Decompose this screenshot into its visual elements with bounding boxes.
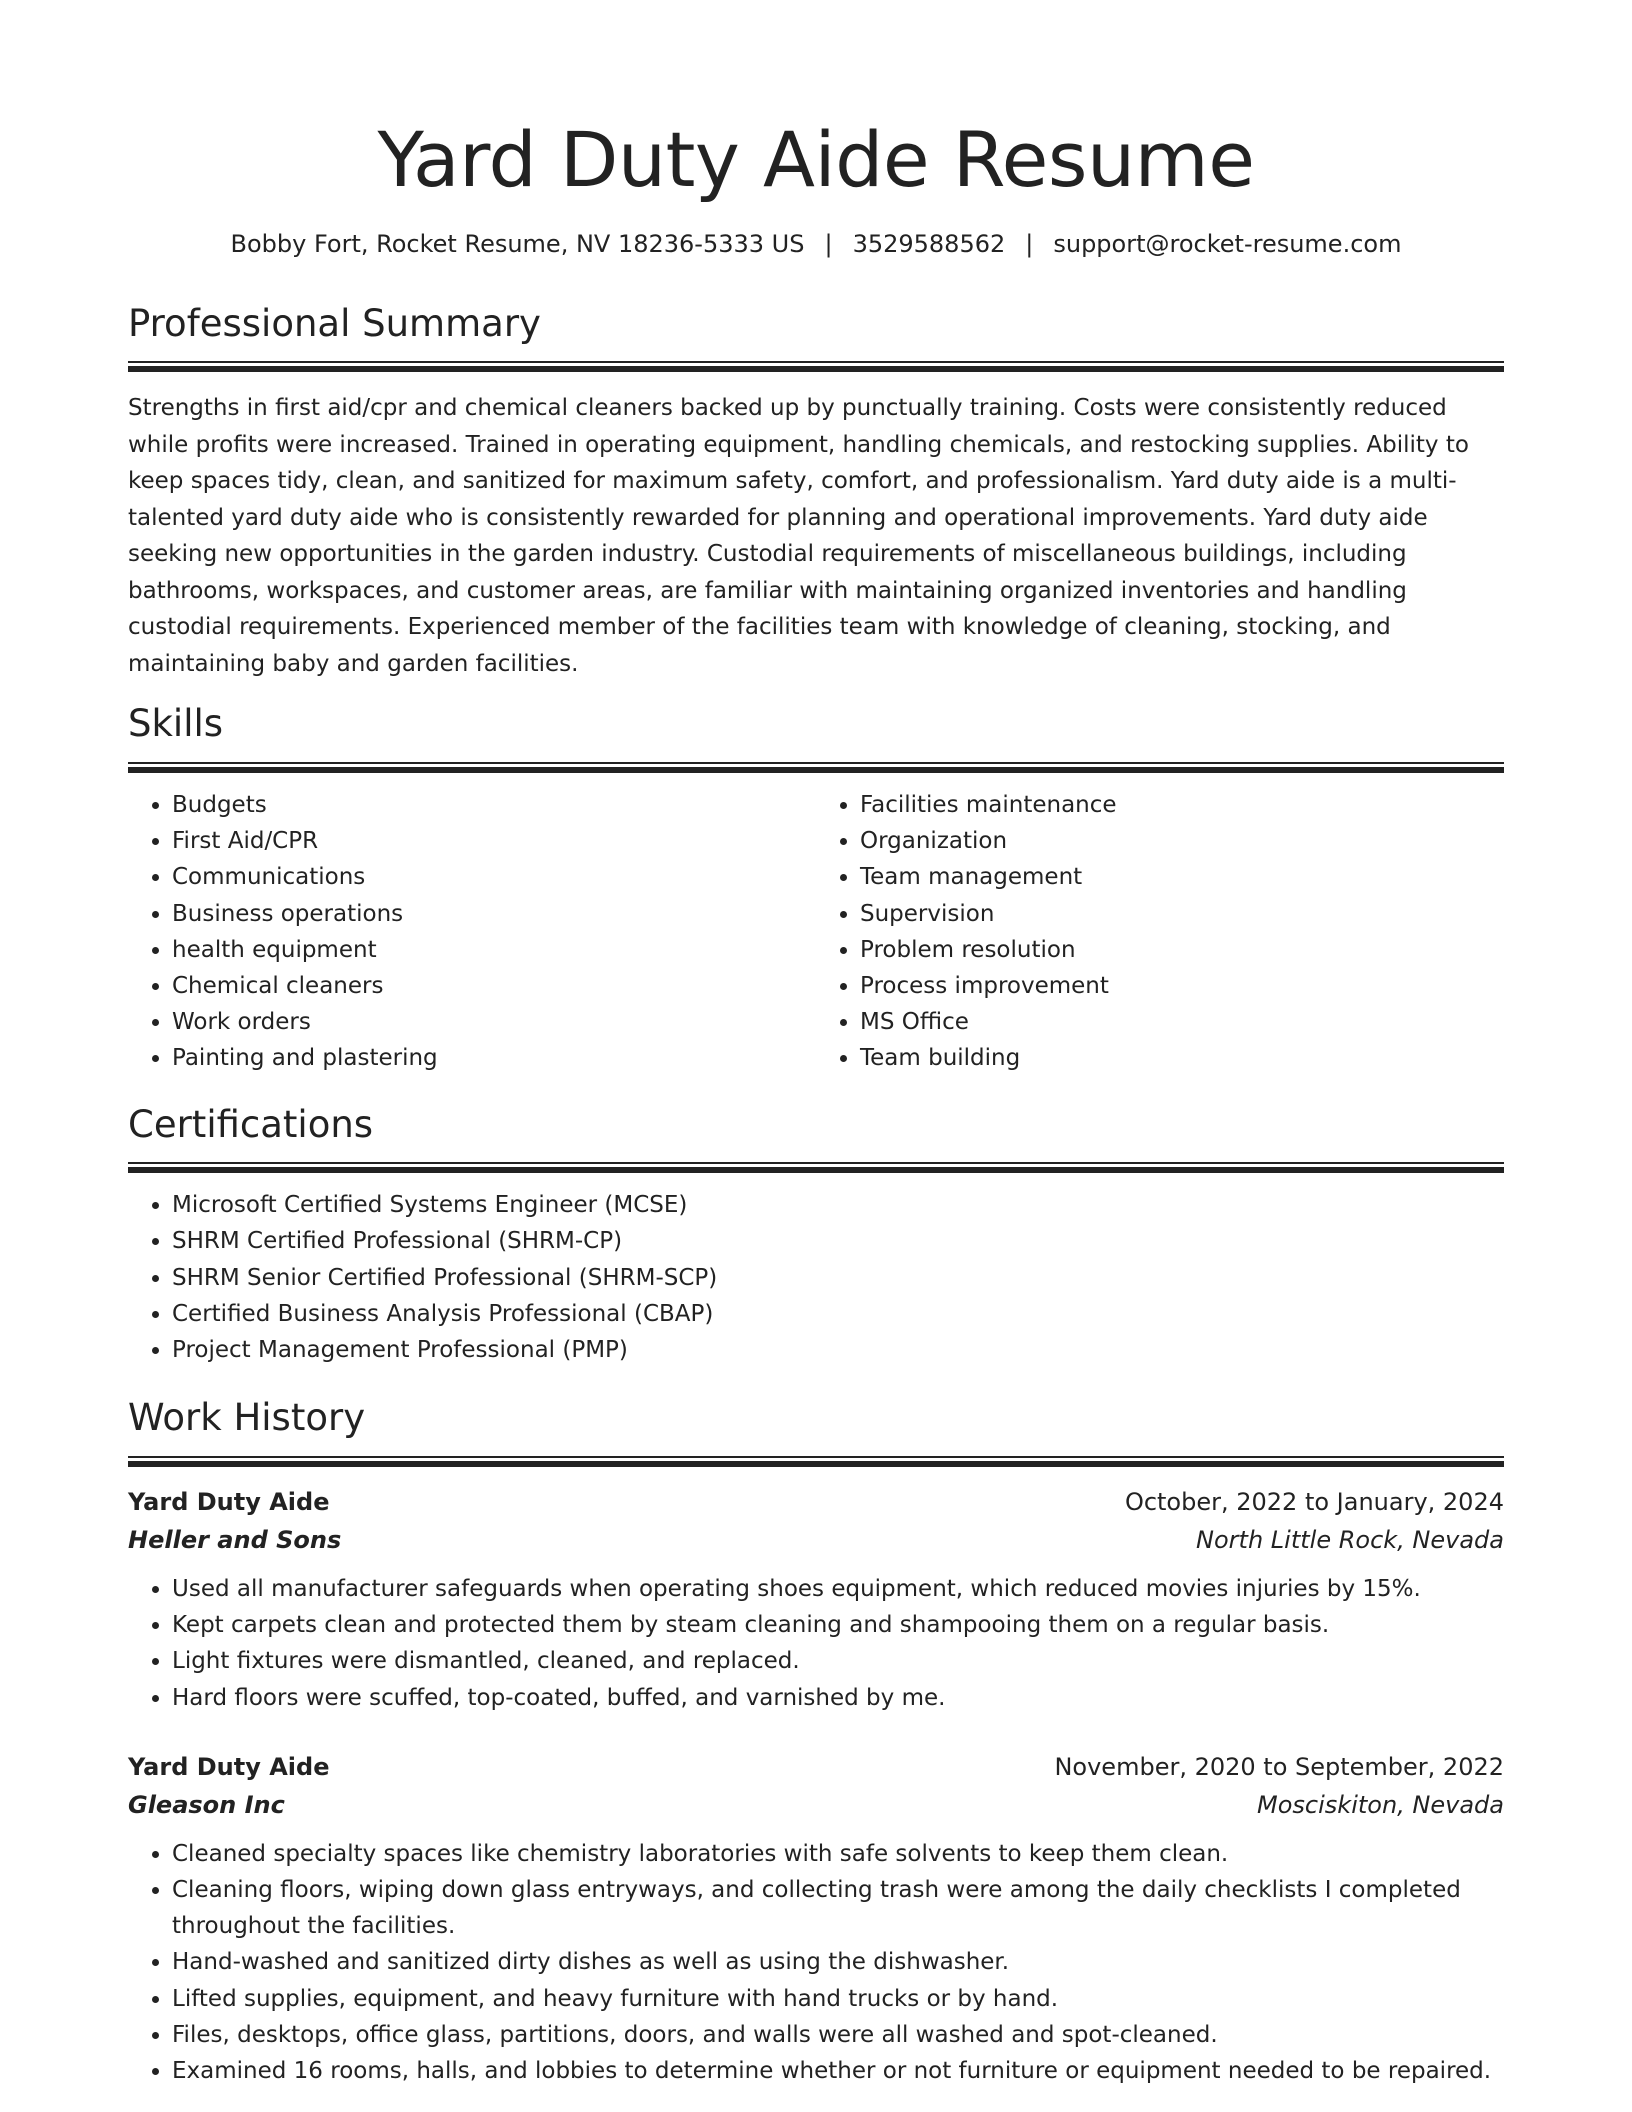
certifications-list [128, 1187, 1504, 1368]
job-duty-item: • Kept carpets clean and protected them by steam cleaning and shampooing them on a regular basis. [172, 1607, 1504, 1643]
job-duties-list [128, 1571, 1504, 1716]
contact-separator: | [1025, 229, 1034, 258]
skills-list-right [816, 787, 1504, 1077]
job-title: Yard Duty Aide [128, 1487, 330, 1516]
job-duty-item: • Lifted supplies, equipment, and heavy furniture with hand trucks or by hand. [172, 1981, 1504, 2017]
skill-item: • Team building [860, 1040, 1504, 1076]
skill-item: • Work orders [172, 1004, 816, 1040]
certification-item: • SHRM Certified Professional (SHRM-CP) [172, 1223, 1504, 1259]
section-divider [128, 1162, 1504, 1173]
contact-address: Bobby Fort, Rocket Resume, NV 18236-5333 US [230, 229, 805, 258]
job-duty-item: • Files, desktops, office glass, partitions, doors, and walls were all washed and spot-cleaned. [172, 2017, 1504, 2053]
skill-item: • Painting and plastering [172, 1040, 816, 1076]
job-title: Yard Duty Aide [128, 1752, 330, 1781]
skill-item: • Supervision [860, 896, 1504, 932]
job-header-row [128, 1483, 1504, 1521]
contact-email[interactable]: support@rocket-resume.com [1053, 229, 1402, 258]
skill-item: • Facilities maintenance [860, 787, 1504, 823]
skills-section [128, 704, 1504, 1076]
work-history-section [128, 1398, 1504, 2089]
job-duties-list [128, 1836, 1504, 2089]
skill-item: • First Aid/CPR [172, 823, 816, 859]
job-duty-item: • Light fixtures were dismantled, cleaned, and replaced. [172, 1643, 1504, 1679]
skill-item: • Chemical cleaners [172, 968, 816, 1004]
section-heading-skills: Skills [128, 702, 224, 746]
job-duty-item: • Examined 16 rooms, halls, and lobbies to determine whether or not furniture or equipment needed to be repaired. [172, 2053, 1504, 2089]
section-divider [128, 762, 1504, 773]
section-heading-certifications: Certifications [128, 1102, 374, 1146]
contact-separator: | [824, 229, 833, 258]
job-duty-item: • Cleaning floors, wiping down glass entryways, and collecting trash were among the daily checklists I completed throughout the facilities. [172, 1872, 1504, 1944]
certification-item: • Certified Business Analysis Professional (CBAP) [172, 1296, 1504, 1332]
job-entry [128, 1483, 1504, 1716]
skill-item: • Problem resolution [860, 932, 1504, 968]
section-divider [128, 1456, 1504, 1467]
summary-text: Strengths in first aid/cpr and chemical cleaners backed up by punctually training. Costs were consistently reduced while profits were increased. Trained in operating equipment, handling chemicals, and restocking supplies. Ability to keep spaces tidy, clean, and sanitized for maximum safety, comfort, and professionalism. Yard duty aide is a multi-talented yard duty aide who is consistently rewarded for planning and operational improvements. Yard duty aide seeking new opportunities in the garden industry. Custodial requirements of miscellaneous buildings, including bathrooms, workspaces, and customer areas, are familiar with maintaining organized inventories and handling custodial requirements. Experienced member of the facilities team with knowledge of cleaning, stocking, and maintaining baby and garden facilities. [128, 395, 1469, 677]
job-company: Gleason Inc [128, 1790, 285, 1819]
certifications-section [128, 1102, 1504, 1369]
job-dates: November, 2020 to September, 2022 [1054, 1752, 1504, 1781]
job-duty-item: • Used all manufacturer safeguards when operating shoes equipment, which reduced movies injuries by 15%. [172, 1571, 1504, 1607]
summary-section [128, 301, 1504, 683]
job-duty-item: • Hand-washed and sanitized dirty dishes as well as using the dishwasher. [172, 1944, 1504, 1980]
job-duty-item: • Hard floors were scuffed, top-coated, buffed, and varnished by me. [172, 1680, 1504, 1716]
skill-item: • Communications [172, 859, 816, 895]
section-heading-work-history: Work History [128, 1396, 366, 1440]
job-location: North Little Rock, Nevada [1196, 1525, 1504, 1554]
skill-item: • Process improvement [860, 968, 1504, 1004]
job-subheader-row [128, 1521, 1504, 1559]
skills-grid [128, 787, 1504, 1077]
skill-item: • Business operations [172, 896, 816, 932]
certification-item: • Microsoft Certified Systems Engineer (MCSE) [172, 1187, 1504, 1223]
skill-item: • MS Office [860, 1004, 1504, 1040]
job-dates: October, 2022 to January, 2024 [1124, 1487, 1504, 1516]
skill-item: • Team management [860, 859, 1504, 895]
resume-title: Yard Duty Aide Resume [377, 115, 1255, 204]
skill-item: • Budgets [172, 787, 816, 823]
contact-phone: 3529588562 [852, 229, 1006, 258]
skill-item: • health equipment [172, 932, 816, 968]
certification-item: • Project Management Professional (PMP) [172, 1332, 1504, 1368]
section-heading-summary: Professional Summary [128, 301, 541, 345]
skill-item: • Organization [860, 823, 1504, 859]
job-entry [128, 1748, 1504, 2089]
contact-line [128, 230, 1504, 258]
job-header-row [128, 1748, 1504, 1786]
skills-list-left [128, 787, 816, 1077]
section-divider [128, 361, 1504, 372]
certification-item: • SHRM Senior Certified Professional (SHRM-SCP) [172, 1260, 1504, 1296]
job-subheader-row [128, 1786, 1504, 1824]
job-duty-item: • Cleaned specialty spaces like chemistry laboratories with safe solvents to keep them clean. [172, 1836, 1504, 1872]
job-company: Heller and Sons [128, 1525, 342, 1554]
job-location: Mosciskiton, Nevada [1257, 1790, 1504, 1819]
